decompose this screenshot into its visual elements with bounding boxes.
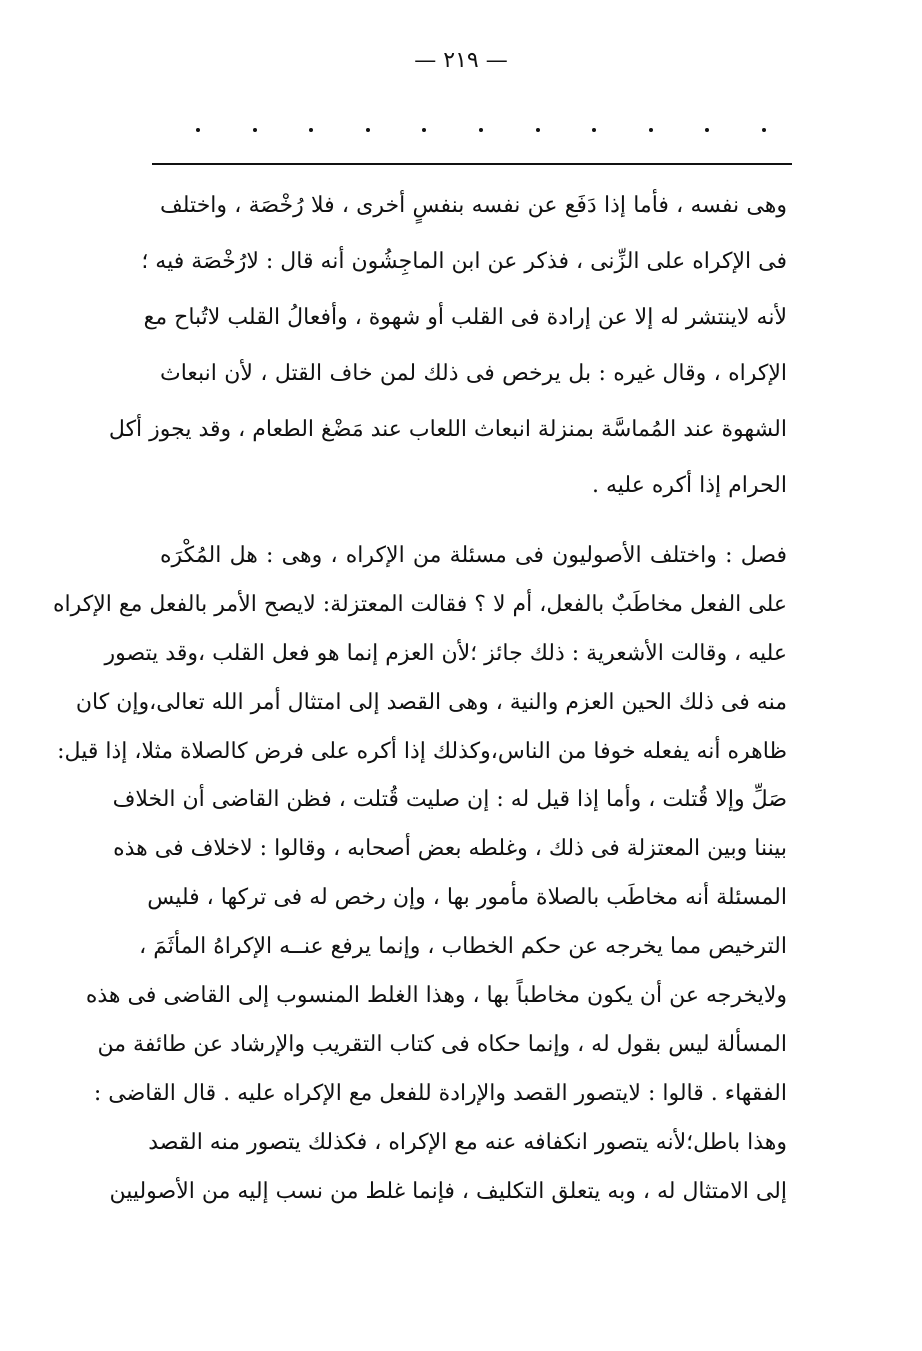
text-line: عليه ، وقالت الأشعرية : ذلك جائز ؛لأن العزم إنما هو فعل القلب ،وقد يتصور — [104, 640, 787, 666]
dot — [536, 128, 540, 132]
ellipsis-dots-separator — [196, 128, 766, 132]
text-line: الفقهاء . قالوا : لايتصور القصد والإرادة للفعل مع الإكراه عليه . قال القاضى : — [93, 1080, 787, 1106]
text-line: لأنه لاينتشر له إلا عن إرادة فى القلب أو شهوة ، وأفعالُ القلب لاتُباح مع — [143, 305, 787, 330]
text-line: إلى الامتثال له ، وبه يتعلق التكليف ، فإنما غلط من نسب إليه من الأصوليين — [109, 1178, 787, 1204]
text-line: ظاهره أنه يفعله خوفا من الناس،وكذلك إذا أكره على فرض كالصلاة مثلا، إذا قيل: — [57, 738, 787, 764]
text-line: وهى نفسه ، فأما إذا دَفَع عن نفسه بنفسٍ أخرى ، فلا رُخْصَة ، واختلف — [160, 193, 787, 218]
text-line: وهذا باطل؛لأنه يتصور انكفافه عنه مع الإكراه ، فكذلك يتصور منه القصد — [148, 1129, 787, 1155]
dot — [422, 128, 426, 132]
paragraph-2-section — [52, 536, 787, 1220]
dot — [762, 128, 766, 132]
text-line: المسألة ليس بقول له ، وإنما حكاه فى كتاب التقريب والإرشاد عن طائفة من — [97, 1031, 787, 1057]
page-number: — ٢١٩ — — [414, 48, 508, 73]
dot — [592, 128, 596, 132]
text-line: فصل : واختلف الأصوليون فى مسئلة من الإكراه ، وهى : هل المُكْرَه — [160, 543, 787, 568]
paragraph-1 — [108, 186, 787, 522]
dot — [366, 128, 370, 132]
text-line: بيننا وبين المعتزلة فى ذلك ، وغلطه بعض أصحابه ، وقالوا : لاخلاف فى هذه — [113, 836, 787, 862]
horizontal-rule — [152, 163, 792, 165]
text-line: ولايخرجه عن أن يكون مخاطباً بها ، وهذا الغلط المنسوب إلى القاضى فى هذه — [85, 983, 787, 1009]
dot — [649, 128, 653, 132]
dot — [705, 128, 709, 132]
dot — [253, 128, 257, 132]
text-line: صَلِّ وإلا قُتلت ، وأما إذا قيل له : إن صليت قُتلت ، فظن القاضى أن الخلاف — [112, 787, 787, 813]
text-line: الشهوة عند المُماسَّة بمنزلة انبعاث اللعاب عند مَضْغ الطعام ، وقد يجوز أكل — [108, 417, 787, 442]
text-line: فى الإكراه على الزِّنى ، فذكر عن ابن الماجِشُون أنه قال : لارُخْصَة فيه ؛ — [141, 249, 787, 274]
dot — [479, 128, 483, 132]
text-line: الحرام إذا أكره عليه . — [592, 473, 787, 498]
text-line: الإكراه ، وقال غيره : بل يرخص فى ذلك لمن خاف القتل ، لأن انبعاث — [160, 361, 787, 386]
text-line: على الفعل مخاطَبٌ بالفعل، أم لا ؟ فقالت المعتزلة: لايصح الأمر بالفعل مع الإكراه — [52, 591, 787, 617]
dot — [309, 128, 313, 132]
text-line: منه فى ذلك الحين العزم والنية ، وهى القصد إلى امتثال أمر الله تعالى،وإن كان — [75, 689, 787, 715]
dot — [196, 128, 200, 132]
text-line: الترخيص مما يخرجه عن حكم الخطاب ، وإنما يرفع عنــه الإكراهُ المأثَمَ ، — [139, 934, 787, 960]
text-line: المسئلة أنه مخاطَب بالصلاة مأمور بها ، وإن رخص له فى تركها ، فليس — [147, 885, 787, 911]
